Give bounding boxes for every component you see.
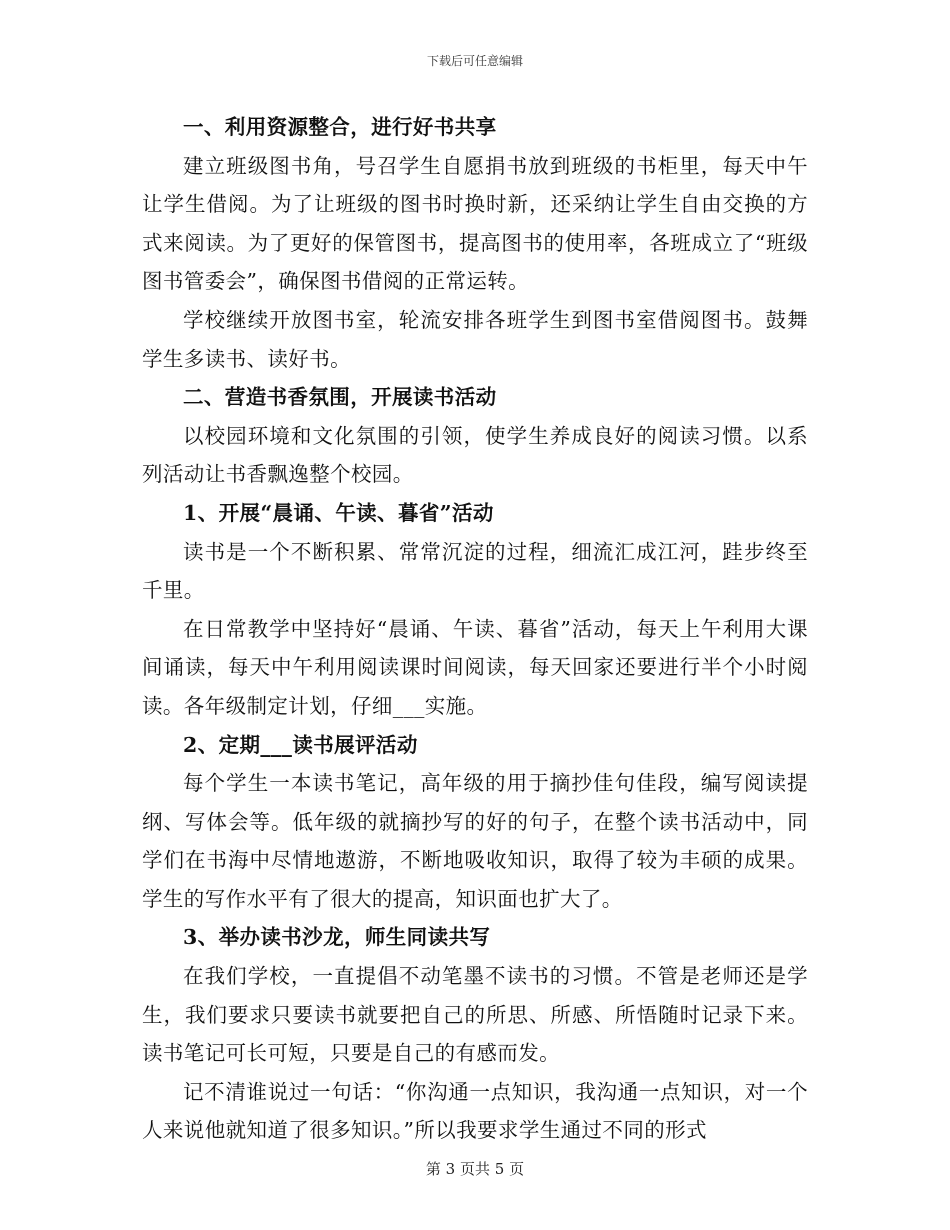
page-header: 下载后可任意编辑 [426,54,523,68]
paragraph: 记不清谁说过一句话：“你沟通一点知识，我沟通一点知识，对一个人来说他就知道了很多知识。”所以我要求学生通过不同的形式 [142,1079,808,1143]
section-heading-1: 一、利用资源整合，进行好书共享 [183,115,497,139]
subsection-heading-1: 1、开展“晨诵、午读、暮省”活动 [183,500,494,525]
paragraph: 读书是一个不断积累、常常沉淀的过程，细流汇成江河，跬步终至千里。 [142,539,808,603]
paragraph: 在日常教学中坚持好“晨诵、午读、暮省”活动，每天上午利用大课间诵读，每天中午利用阅读课时间阅读，每天回家还要进行半个小时阅读。各年级制定计划，仔细___实施。 [142,616,808,718]
document-body [142,108,808,1150]
page-footer: 第 3 页共 5 页 [425,1160,525,1178]
subsection-heading-2: 2、定期___读书展评活动 [183,732,418,757]
paragraph: 学校继续开放图书室，轮流安排各班学生到图书室借阅图书。鼓舞学生多读书、读好书。 [142,307,808,371]
paragraph: 建立班级图书角，号召学生自愿捐书放到班级的书柜里，每天中午让学生借阅。为了让班级的图书时换时新，还采纳让学生自由交换的方式来阅读。为了更好的保管图书，提高图书的使用率，各班成立了“班级图书管委会”，确保图书借阅的正常运转。 [142,153,808,294]
paragraph: 在我们学校，一直提倡不动笔墨不读书的习惯。不管是老师还是学生，我们要求只要读书就要把自己的所思、所感、所悟随时记录下来。读书笔记可长可短，只要是自己的有感而发。 [142,964,808,1066]
paragraph: 以校园环境和文化氛围的引领，使学生养成良好的阅读习惯。以系列活动让书香飘逸整个校园。 [142,423,808,487]
section-heading-2: 二、营造书香氛围，开展读书活动 [183,385,497,410]
paragraph: 每个学生一本读书笔记，高年级的用于摘抄佳句佳段，编写阅读提纲、写体会等。低年级的就摘抄写的好的句子，在整个读书活动中，同学们在书海中尽情地遨游，不断地吸收知识，取得了较为丰硕的成果。学生的写作水平有了很大的提高，知识面也扩大了。 [142,771,808,911]
subsection-heading-3: 3、举办读书沙龙，师生同读共写 [183,925,491,950]
